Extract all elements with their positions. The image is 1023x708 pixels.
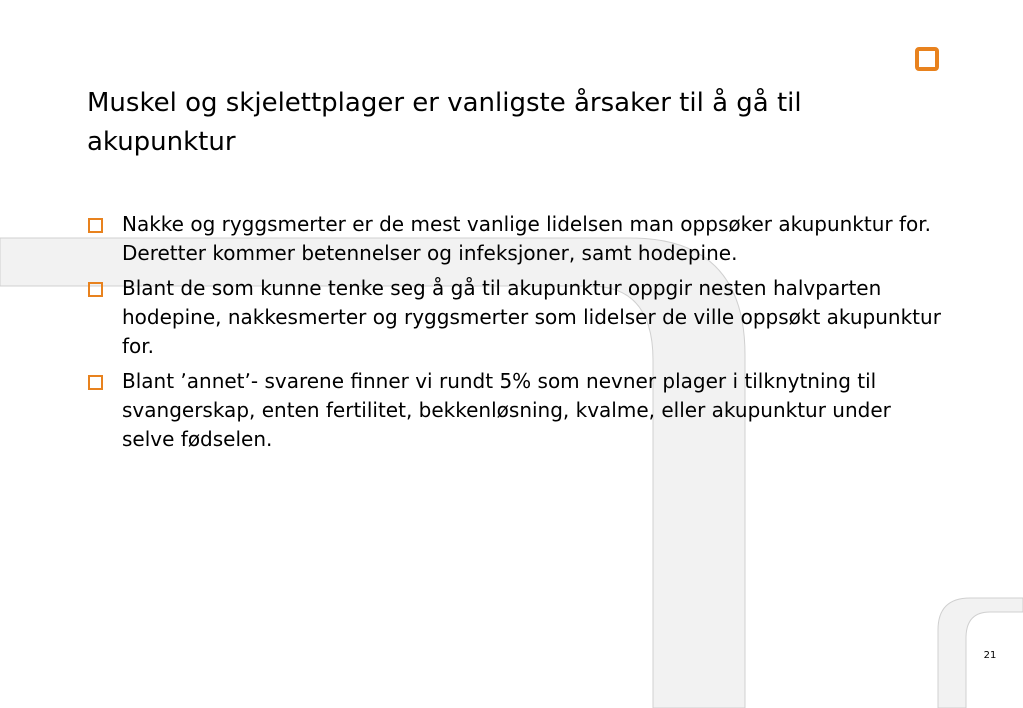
bullet-item-2 xyxy=(87,274,947,361)
bullet-list xyxy=(87,210,947,460)
orange-square-logo-icon xyxy=(915,47,939,71)
bullet-text: Blant ʼannetʼ- svarene finner vi rundt 5% som nevner plager i tilknytning til svangerskap, enten fertilitet, bekkenløsning, kvalme, eller akupunktur under selve fødselen. xyxy=(122,369,891,451)
orange-square-bullet-icon xyxy=(88,282,103,297)
orange-square-bullet-icon xyxy=(88,375,103,390)
bullet-item-1 xyxy=(87,210,947,268)
bullet-text: Blant de som kunne tenke seg å gå til akupunktur oppgir nesten halvparten hodepine, nakkesmerter og ryggsmerter som lidelser de ville oppsøkt akupunktur for. xyxy=(122,276,941,358)
bullet-text: Nakke og ryggsmerter er de mest vanlige lidelsen man oppsøker akupunktur for. Deretter kommer betennelser og infeksjoner, samt hodepine. xyxy=(122,212,931,265)
bullet-item-3 xyxy=(87,367,947,454)
page-number: 21 xyxy=(983,650,997,661)
orange-square-bullet-icon xyxy=(88,218,103,233)
slide-title: Muskel og skjelettplager er vanligste årsaker til å gå til akupunktur xyxy=(87,88,802,157)
